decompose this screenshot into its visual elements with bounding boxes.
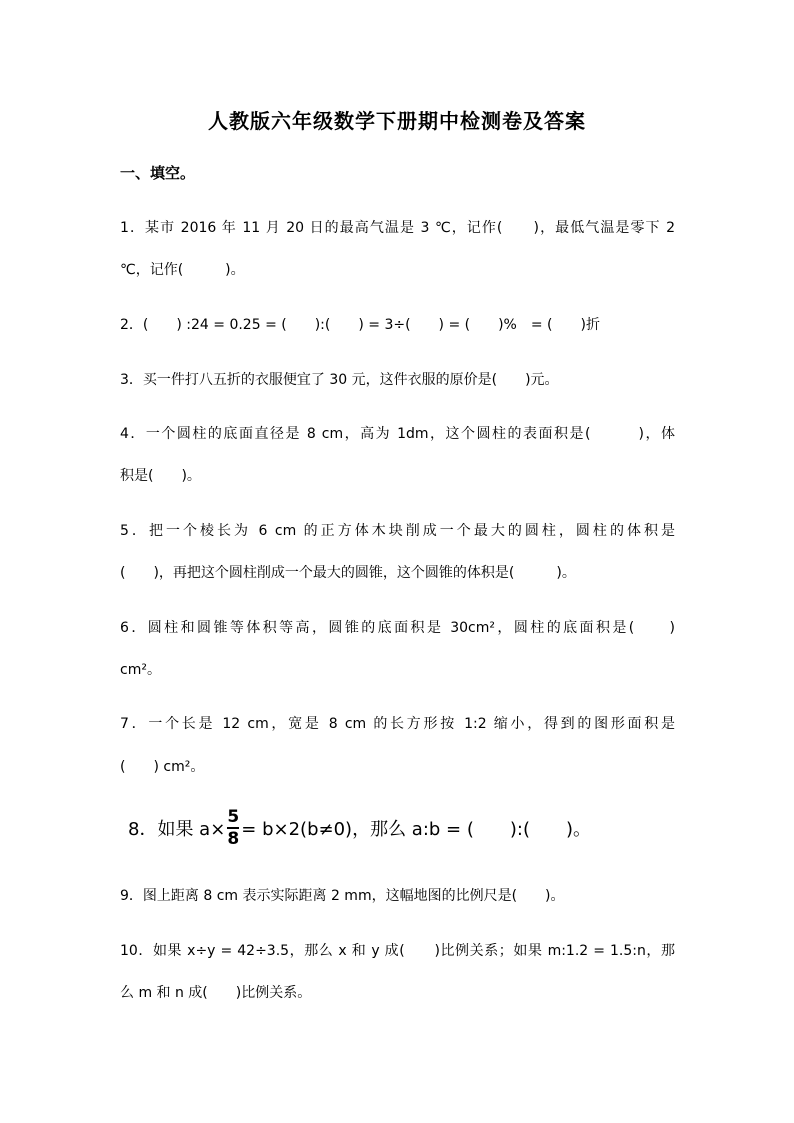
question-3: 3．买一件打八五折的衣服便宜了 30 元，这件衣服的原价是( )元。 — [120, 372, 559, 388]
question-7-line-1: 7．一个长是 12 cm，宽是 8 cm 的长方形按 1:2 缩小，得到的图形面积是 — [120, 716, 675, 732]
question-4-line-1: 4．一个圆柱的底面直径是 8 cm，高为 1dm，这个圆柱的表面积是( )，体 — [120, 426, 675, 442]
question-8-suffix: = b×2(b≠0)，那么 a:b = ( ):( )。 — [241, 819, 591, 840]
question-7-line-2: ( ) cm²。 — [120, 759, 205, 775]
question-8 — [128, 808, 591, 848]
question-5-line-1: 5．把一个棱长为 6 cm 的正方体木块削成一个最大的圆柱，圆柱的体积是 — [120, 523, 675, 539]
question-1-line-1: 1．某市 2016 年 11 月 20 日的最高气温是 3 ℃，记作( )，最低气温是零下 2 — [120, 220, 675, 236]
question-10-line-2: 么 m 和 n 成( )比例关系。 — [120, 985, 312, 1001]
question-1-line-2: ℃，记作( )。 — [120, 262, 245, 278]
question-6-line-1: 6．圆柱和圆锥等体积等高，圆锥的底面积是 30cm²，圆柱的底面积是( ) — [120, 620, 675, 636]
question-5-line-2: ( )，再把这个圆柱削成一个最大的圆锥，这个圆锥的体积是( )。 — [120, 565, 576, 581]
fraction-denominator: 8 — [227, 829, 240, 849]
question-9: 9．图上距离 8 cm 表示实际距离 2 mm，这幅地图的比例尺是( )。 — [120, 888, 565, 904]
question-2: 2．( ) :24 = 0.25 = ( ):( ) = 3÷( ) = ( )% = ( )折 — [120, 317, 600, 333]
fraction-numerator: 5 — [227, 807, 240, 827]
page-title: 人教版六年级数学下册期中检测卷及答案 — [208, 109, 586, 133]
fraction — [227, 808, 239, 848]
section-heading: 一、填空。 — [120, 164, 196, 182]
question-4-line-2: 积是( )。 — [120, 468, 201, 484]
question-10-line-1: 10．如果 x÷y = 42÷3.5，那么 x 和 y 成( )比例关系；如果 m:1.2 = 1.5:n，那 — [120, 943, 675, 959]
question-6-line-2: cm²。 — [120, 662, 161, 678]
question-8-prefix: 8．如果 a× — [128, 819, 226, 840]
